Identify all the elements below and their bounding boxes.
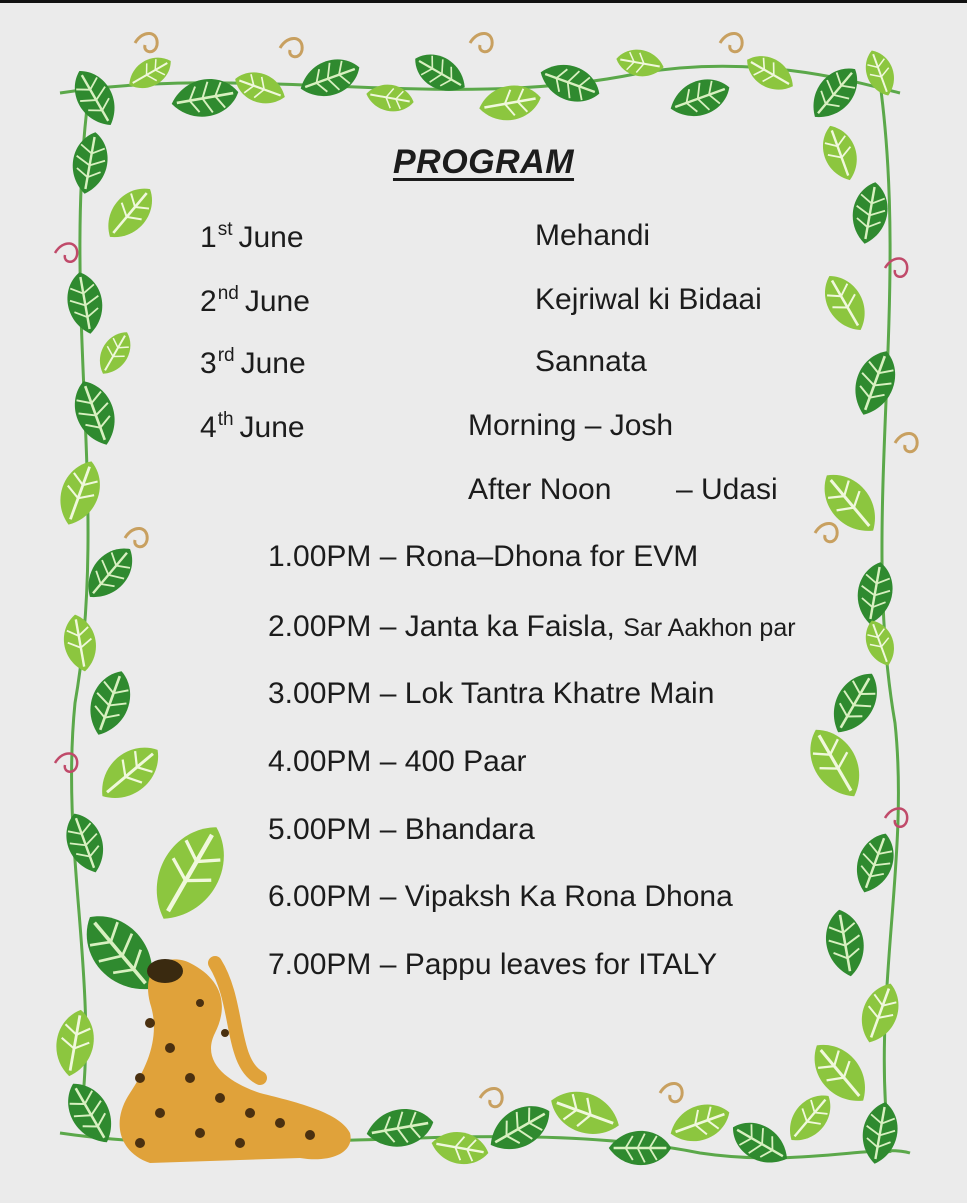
schedule-text: – 400 Paar [379,745,527,778]
day-3-date: 3rd June [200,345,306,380]
schedule-item [268,813,535,847]
schedule-item [268,745,527,779]
schedule-text: – Vipaksh Ka Rona Dhona [379,880,733,913]
schedule-text: – Janta ka Faisla, [379,610,615,643]
schedule-time: 4.00PM [268,745,372,778]
afternoon-event: – Udasi [676,473,778,506]
day-1-date: 1st June [200,219,304,254]
day-1-event: Mehandi [535,219,651,252]
schedule-text: – Lok Tantra Khatre Main [379,677,715,710]
afternoon-label: After Noon [468,473,612,506]
schedule-item [268,610,796,644]
schedule-text: – Rona–Dhona for EVM [379,540,699,573]
schedule-time: 5.00PM [268,813,372,846]
schedule-item [268,677,714,711]
jungle-leaf-border [0,3,967,1203]
day-4-date: 4th June [200,409,305,444]
schedule-time: 1.00PM [268,540,372,573]
schedule-text: – Pappu leaves for ITALY [379,948,718,981]
schedule-time: 2.00PM [268,610,372,643]
leopard-illustration [120,959,351,1163]
page-title: PROGRAM [392,143,575,181]
day-2-event: Kejriwal ki Bidaai [535,283,762,316]
schedule-time: 6.00PM [268,880,372,913]
day-4-event: Morning – Josh [468,409,674,442]
schedule-text: – Bhandara [379,813,535,846]
day-3-event: Sannata [535,345,647,378]
schedule-time: 7.00PM [268,948,372,981]
schedule-item [268,540,698,574]
schedule-item [268,880,733,914]
schedule-text-small: Sar Aakhon par [623,614,796,642]
day-2-date: 2nd June [200,283,310,318]
schedule-item [268,948,717,982]
schedule-time: 3.00PM [268,677,372,710]
